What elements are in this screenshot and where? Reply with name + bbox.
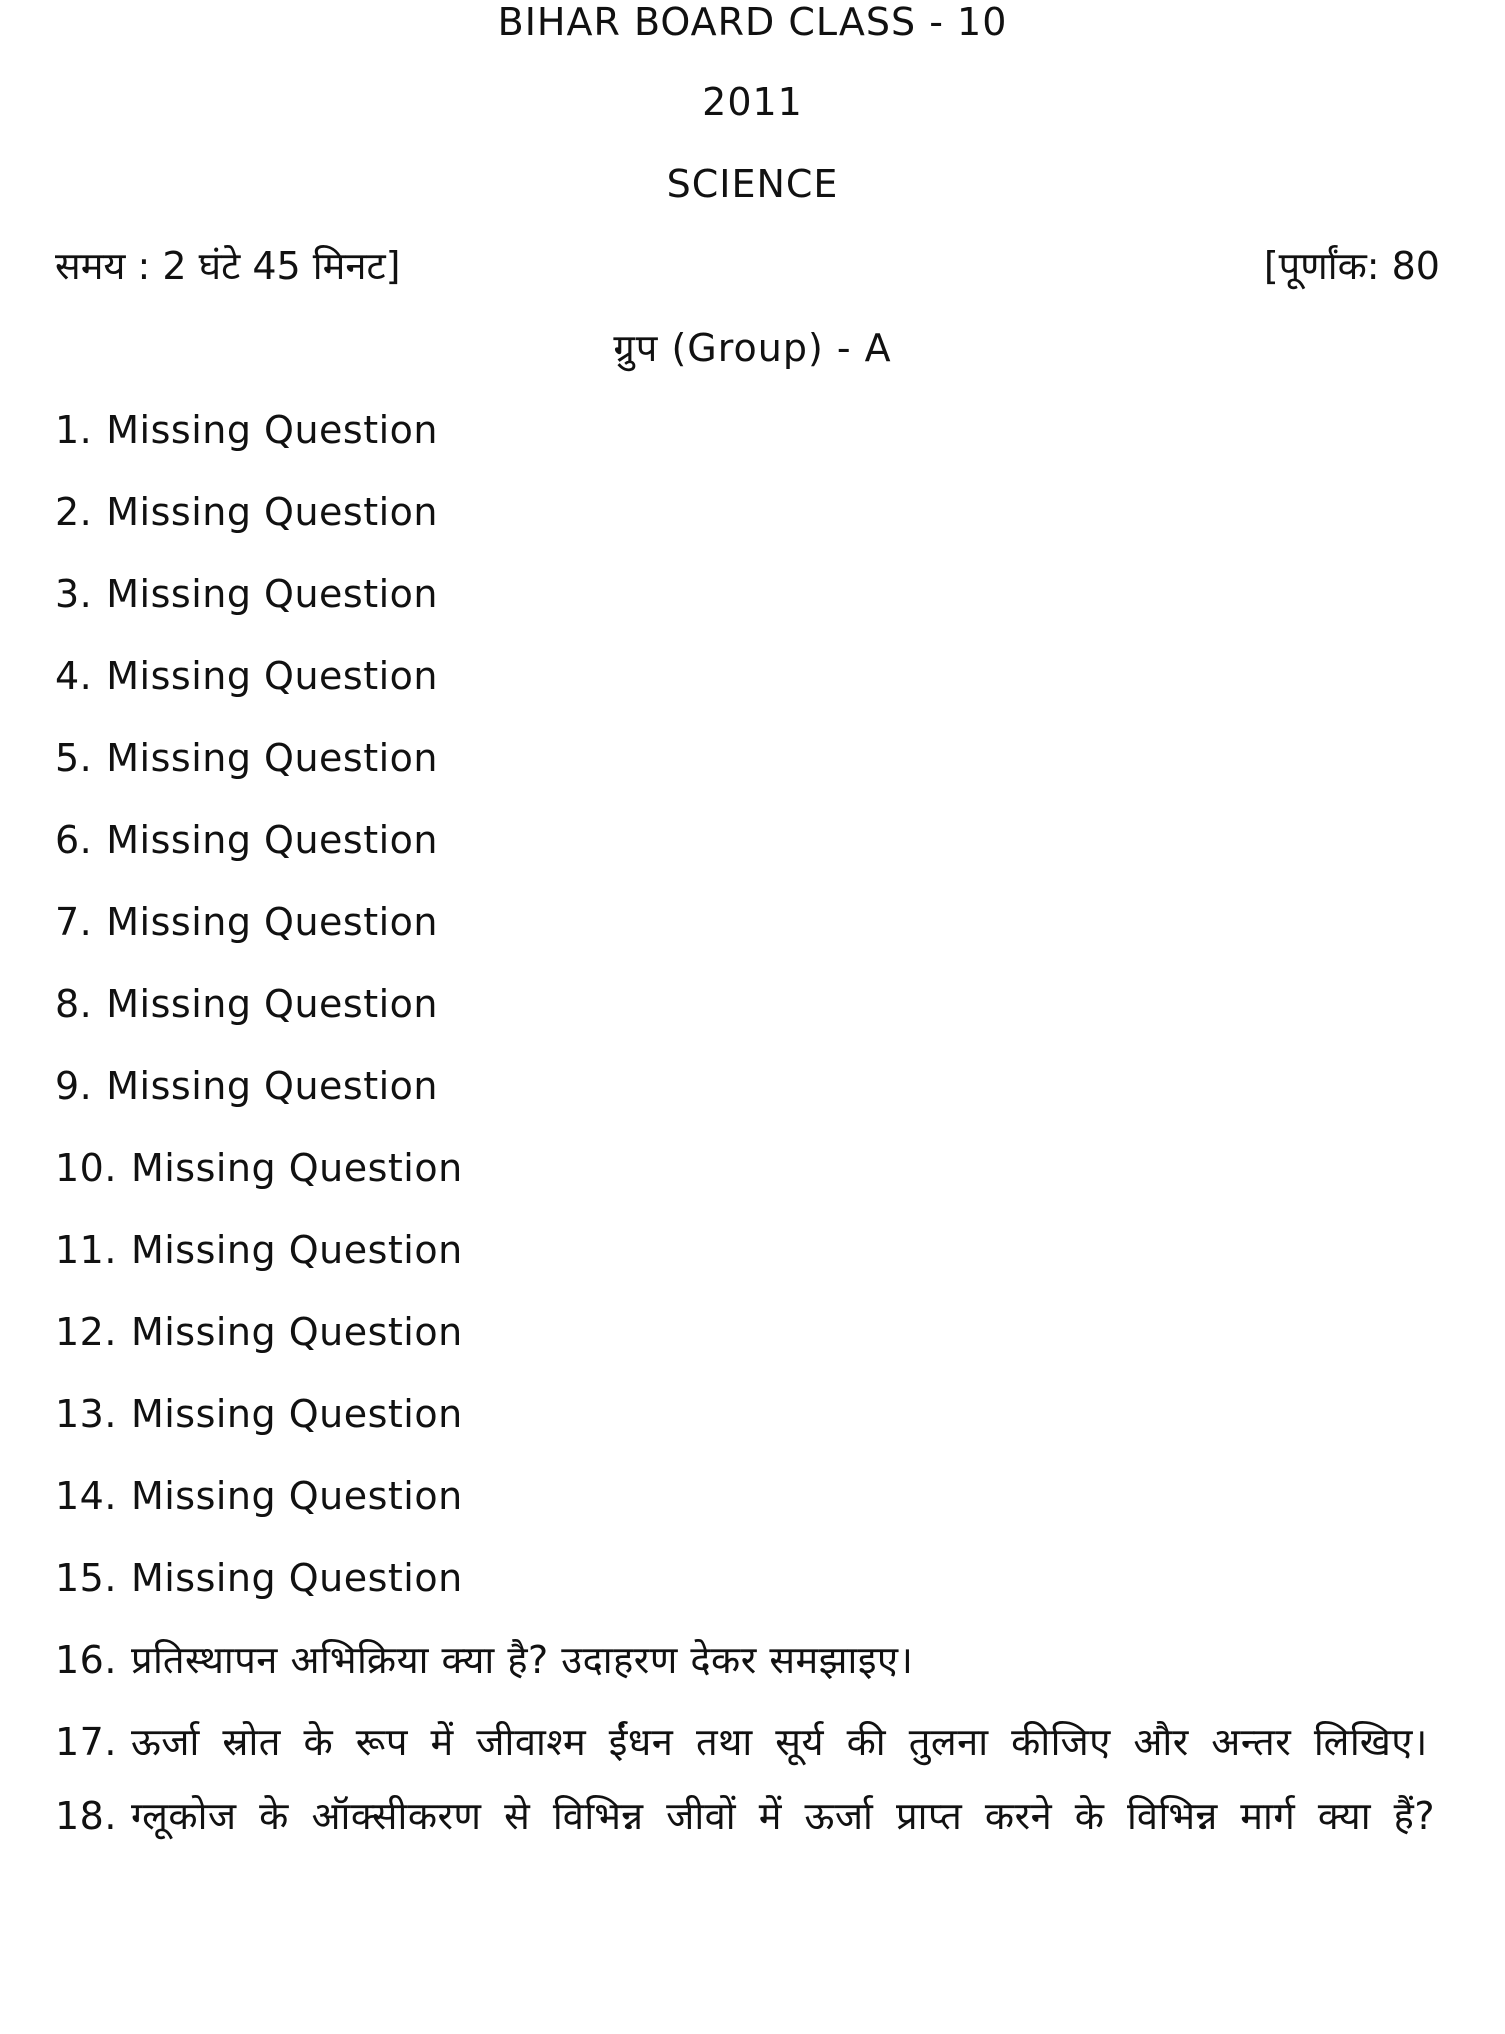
question-item [55,1390,1445,1472]
question-number: 1. [55,408,93,452]
full-marks: [पूर्णांक: 80 [1263,244,1440,288]
question-text: Missing Question [130,1310,463,1354]
question-item [55,1710,1445,1774]
question-item [55,1472,1445,1554]
question-text: Missing Question [130,1228,463,1272]
question-text: Missing Question [106,490,439,534]
question-item [55,1554,1445,1636]
question-text: प्रतिस्थापन अभिक्रिया क्या है? उदाहरण देकर समझाइए। [130,1638,914,1682]
question-number: 17. [55,1720,117,1764]
question-list [55,406,1445,1866]
question-number: 9. [55,1064,93,1108]
question-number: 8. [55,982,93,1026]
question-text: Missing Question [106,408,439,452]
question-text: Missing Question [106,654,439,698]
question-item [55,1308,1445,1390]
subject-title: SCIENCE [666,162,839,206]
question-text: Missing Question [106,1064,439,1108]
question-item [55,1226,1445,1308]
question-number: 2. [55,490,93,534]
question-number: 10. [55,1146,117,1190]
question-number: 16. [55,1638,117,1682]
question-text: Missing Question [106,736,439,780]
question-text: Missing Question [130,1392,463,1436]
question-number: 5. [55,736,93,780]
question-number: 18. [55,1794,117,1838]
question-text: Missing Question [106,982,439,1026]
question-number: 6. [55,818,93,862]
question-item [55,570,1445,652]
question-text: Missing Question [106,900,439,944]
question-text: Missing Question [106,572,439,616]
question-number: 14. [55,1474,117,1518]
question-text: ऊर्जा स्रोत के रूप में जीवाश्म ईंधन तथा सूर्य की तुलना कीजिए और अन्तर लिखिए। [130,1720,1428,1764]
group-heading: ग्रुप (Group) - A [613,326,892,370]
question-item [55,406,1445,488]
question-text: Missing Question [106,818,439,862]
question-text: ग्लूकोज के ऑक्सीकरण से विभिन्न जीवों में ऊर्जा प्राप्त करने के विभिन्न मार्ग क्या हैं? [130,1794,1435,1838]
question-item [55,652,1445,734]
board-title: BIHAR BOARD CLASS - 10 [497,0,1008,44]
question-number: 3. [55,572,93,616]
question-number: 11. [55,1228,117,1272]
question-item [55,1144,1445,1226]
question-number: 4. [55,654,93,698]
question-text: Missing Question [130,1146,463,1190]
question-text: Missing Question [130,1474,463,1518]
question-number: 12. [55,1310,117,1354]
question-item [55,1784,1445,1848]
question-item [55,734,1445,816]
question-item [55,898,1445,980]
exam-year: 2011 [702,80,803,124]
question-number: 13. [55,1392,117,1436]
question-item [55,488,1445,570]
question-number: 7. [55,900,93,944]
question-item [55,816,1445,898]
question-item [55,1062,1445,1144]
question-item [55,1636,1445,1718]
question-item [55,980,1445,1062]
time-allowed: समय : 2 घंटे 45 मिनट] [55,244,401,288]
question-number: 15. [55,1556,117,1600]
question-text: Missing Question [130,1556,463,1600]
